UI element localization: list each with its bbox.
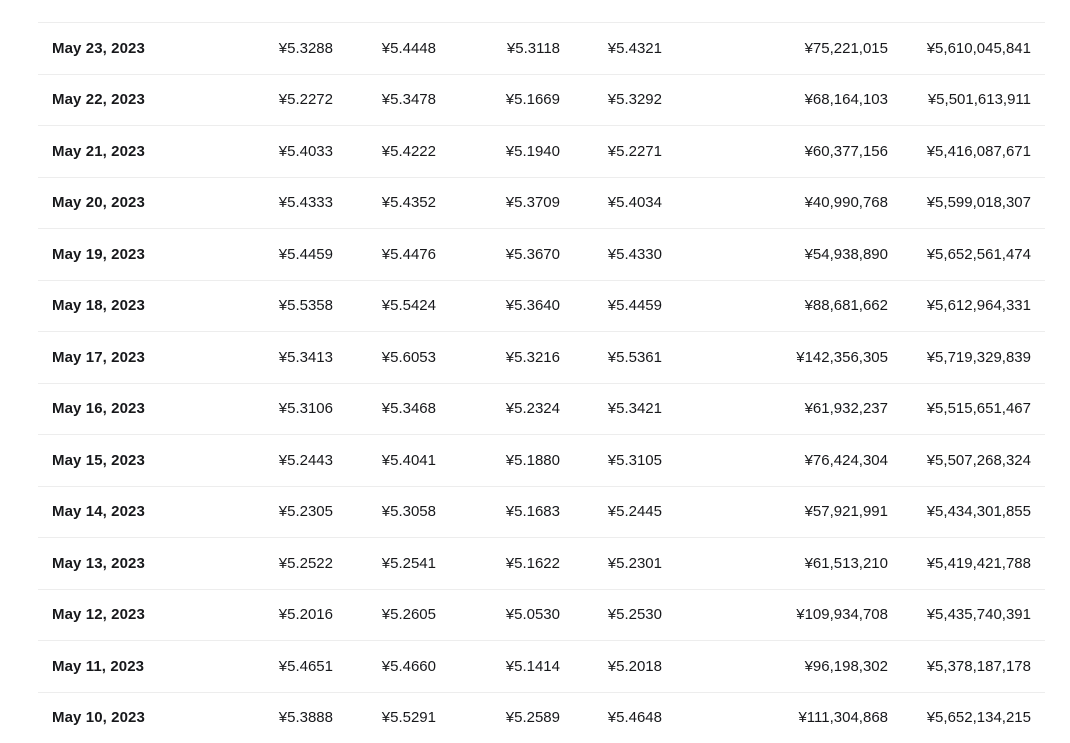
volume-cell: ¥88,681,662 [662, 297, 888, 314]
value-cell-1: ¥5.3413 [228, 349, 333, 366]
volume-cell: ¥61,932,237 [662, 400, 888, 417]
table-row [38, 22, 1045, 74]
value-cell-4: ¥5.4648 [560, 709, 662, 726]
value-cell-4: ¥5.2301 [560, 555, 662, 572]
value-cell-3: ¥5.3670 [436, 246, 560, 263]
table-row [38, 125, 1045, 177]
market-cap-cell: ¥5,599,018,307 [888, 194, 1045, 211]
value-cell-1: ¥5.4033 [228, 143, 333, 160]
value-cell-4: ¥5.2271 [560, 143, 662, 160]
date-cell: May 21, 2023 [38, 143, 228, 160]
value-cell-2: ¥5.2541 [333, 555, 436, 572]
date-cell: May 17, 2023 [38, 349, 228, 366]
volume-cell: ¥57,921,991 [662, 503, 888, 520]
value-cell-3: ¥5.1940 [436, 143, 560, 160]
volume-cell: ¥61,513,210 [662, 555, 888, 572]
value-cell-2: ¥5.3468 [333, 400, 436, 417]
value-cell-3: ¥5.3216 [436, 349, 560, 366]
value-cell-4: ¥5.2530 [560, 606, 662, 623]
historical-data-table [38, 22, 1045, 743]
table-row [38, 280, 1045, 332]
market-cap-cell: ¥5,515,651,467 [888, 400, 1045, 417]
market-cap-cell: ¥5,419,421,788 [888, 555, 1045, 572]
table-row [38, 486, 1045, 538]
value-cell-2: ¥5.4222 [333, 143, 436, 160]
value-cell-3: ¥5.1683 [436, 503, 560, 520]
value-cell-2: ¥5.4352 [333, 194, 436, 211]
volume-cell: ¥68,164,103 [662, 91, 888, 108]
market-cap-cell: ¥5,501,613,911 [888, 91, 1045, 108]
value-cell-3: ¥5.1622 [436, 555, 560, 572]
table-row [38, 331, 1045, 383]
market-cap-cell: ¥5,719,329,839 [888, 349, 1045, 366]
value-cell-4: ¥5.2445 [560, 503, 662, 520]
date-cell: May 22, 2023 [38, 91, 228, 108]
value-cell-2: ¥5.4660 [333, 658, 436, 675]
volume-cell: ¥96,198,302 [662, 658, 888, 675]
value-cell-3: ¥5.1414 [436, 658, 560, 675]
value-cell-4: ¥5.2018 [560, 658, 662, 675]
table-row [38, 692, 1045, 743]
table-row [38, 640, 1045, 692]
volume-cell: ¥109,934,708 [662, 606, 888, 623]
value-cell-3: ¥5.2589 [436, 709, 560, 726]
value-cell-1: ¥5.3106 [228, 400, 333, 417]
table-row [38, 434, 1045, 486]
market-cap-cell: ¥5,652,561,474 [888, 246, 1045, 263]
market-cap-cell: ¥5,434,301,855 [888, 503, 1045, 520]
table-row [38, 74, 1045, 126]
date-cell: May 18, 2023 [38, 297, 228, 314]
value-cell-4: ¥5.4330 [560, 246, 662, 263]
value-cell-2: ¥5.4476 [333, 246, 436, 263]
value-cell-1: ¥5.4459 [228, 246, 333, 263]
value-cell-4: ¥5.3292 [560, 91, 662, 108]
value-cell-4: ¥5.4459 [560, 297, 662, 314]
value-cell-4: ¥5.4034 [560, 194, 662, 211]
value-cell-2: ¥5.4041 [333, 452, 436, 469]
market-cap-cell: ¥5,378,187,178 [888, 658, 1045, 675]
value-cell-1: ¥5.5358 [228, 297, 333, 314]
value-cell-1: ¥5.4333 [228, 194, 333, 211]
value-cell-4: ¥5.4321 [560, 40, 662, 57]
value-cell-2: ¥5.6053 [333, 349, 436, 366]
table-row [38, 589, 1045, 641]
value-cell-1: ¥5.3888 [228, 709, 333, 726]
value-cell-2: ¥5.4448 [333, 40, 436, 57]
volume-cell: ¥60,377,156 [662, 143, 888, 160]
value-cell-4: ¥5.3421 [560, 400, 662, 417]
value-cell-3: ¥5.0530 [436, 606, 560, 623]
value-cell-3: ¥5.3709 [436, 194, 560, 211]
date-cell: May 16, 2023 [38, 400, 228, 417]
value-cell-4: ¥5.3105 [560, 452, 662, 469]
value-cell-3: ¥5.1880 [436, 452, 560, 469]
value-cell-2: ¥5.3058 [333, 503, 436, 520]
value-cell-2: ¥5.2605 [333, 606, 436, 623]
value-cell-1: ¥5.4651 [228, 658, 333, 675]
table-row [38, 177, 1045, 229]
value-cell-1: ¥5.3288 [228, 40, 333, 57]
value-cell-3: ¥5.3640 [436, 297, 560, 314]
table-row [38, 228, 1045, 280]
value-cell-3: ¥5.3118 [436, 40, 560, 57]
volume-cell: ¥76,424,304 [662, 452, 888, 469]
value-cell-1: ¥5.2272 [228, 91, 333, 108]
volume-cell: ¥142,356,305 [662, 349, 888, 366]
date-cell: May 20, 2023 [38, 194, 228, 211]
table-row [38, 383, 1045, 435]
date-cell: May 19, 2023 [38, 246, 228, 263]
value-cell-2: ¥5.3478 [333, 91, 436, 108]
volume-cell: ¥111,304,868 [662, 709, 888, 726]
market-cap-cell: ¥5,416,087,671 [888, 143, 1045, 160]
date-cell: May 11, 2023 [38, 658, 228, 675]
value-cell-4: ¥5.5361 [560, 349, 662, 366]
value-cell-1: ¥5.2522 [228, 555, 333, 572]
market-cap-cell: ¥5,435,740,391 [888, 606, 1045, 623]
date-cell: May 15, 2023 [38, 452, 228, 469]
market-cap-cell: ¥5,610,045,841 [888, 40, 1045, 57]
volume-cell: ¥40,990,768 [662, 194, 888, 211]
volume-cell: ¥54,938,890 [662, 246, 888, 263]
market-cap-cell: ¥5,652,134,215 [888, 709, 1045, 726]
value-cell-1: ¥5.2305 [228, 503, 333, 520]
date-cell: May 23, 2023 [38, 40, 228, 57]
value-cell-1: ¥5.2443 [228, 452, 333, 469]
date-cell: May 14, 2023 [38, 503, 228, 520]
date-cell: May 10, 2023 [38, 709, 228, 726]
value-cell-2: ¥5.5291 [333, 709, 436, 726]
table-row [38, 537, 1045, 589]
market-cap-cell: ¥5,507,268,324 [888, 452, 1045, 469]
volume-cell: ¥75,221,015 [662, 40, 888, 57]
market-cap-cell: ¥5,612,964,331 [888, 297, 1045, 314]
value-cell-3: ¥5.1669 [436, 91, 560, 108]
value-cell-3: ¥5.2324 [436, 400, 560, 417]
value-cell-2: ¥5.5424 [333, 297, 436, 314]
date-cell: May 12, 2023 [38, 606, 228, 623]
date-cell: May 13, 2023 [38, 555, 228, 572]
value-cell-1: ¥5.2016 [228, 606, 333, 623]
